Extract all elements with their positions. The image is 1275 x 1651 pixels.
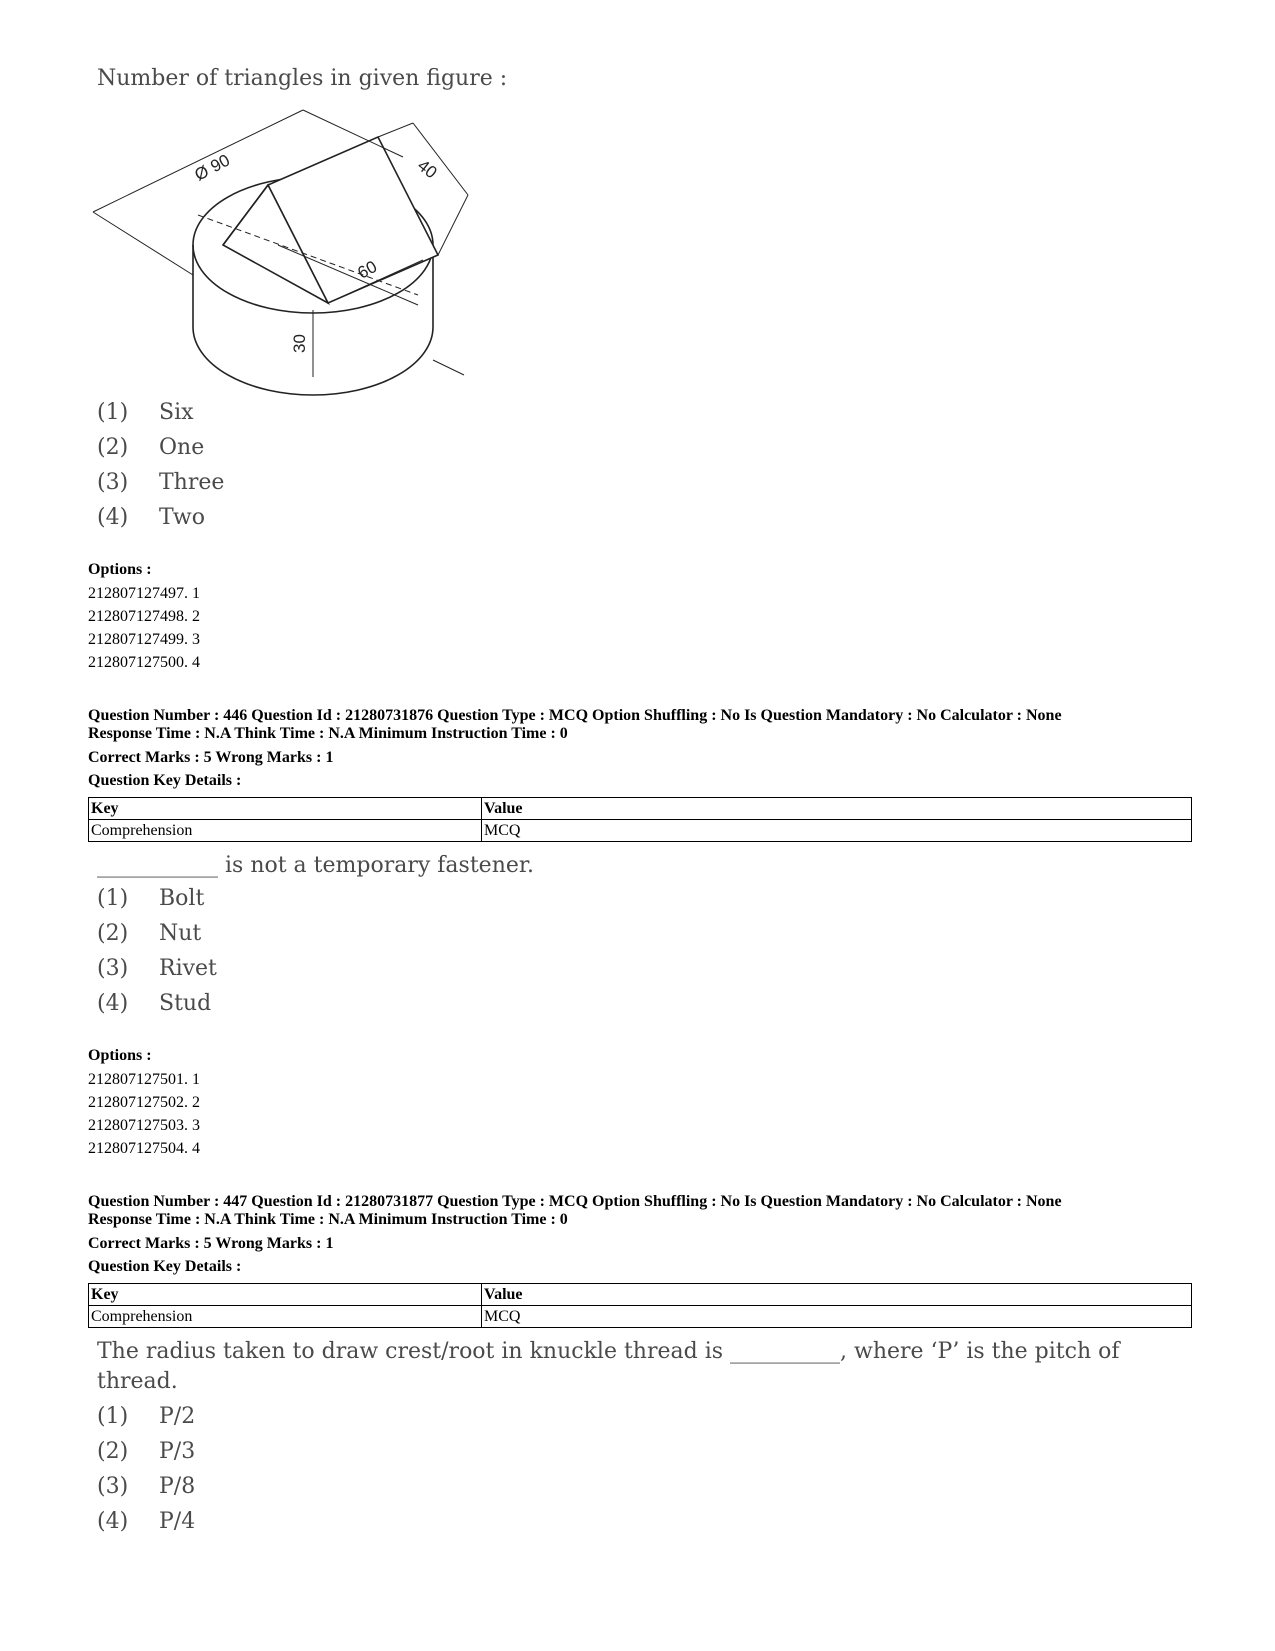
table-cell-key: Comprehension bbox=[89, 820, 482, 842]
table-header-value: Value bbox=[482, 798, 1192, 820]
question-marks: Correct Marks : 5 Wrong Marks : 1 bbox=[88, 749, 334, 766]
key-details-table bbox=[88, 797, 1192, 842]
key-details-label: Question Key Details : bbox=[88, 772, 242, 789]
question-text: Number of triangles in given figure : bbox=[97, 66, 508, 91]
question-text: The radius taken to draw crest/root in knuckle thread is __________, where ‘P’ is the pitch of bbox=[97, 1339, 1120, 1364]
key-details-label: Question Key Details : bbox=[88, 1258, 242, 1275]
choice-4: (4) P/4 bbox=[97, 1509, 196, 1534]
option-id: 212807127500. 4 bbox=[88, 654, 200, 671]
choice-2: (2) P/3 bbox=[97, 1439, 196, 1464]
table-cell-value: MCQ bbox=[482, 820, 1192, 842]
question-marks: Correct Marks : 5 Wrong Marks : 1 bbox=[88, 1235, 334, 1252]
question-text-continued: thread. bbox=[97, 1369, 178, 1394]
option-id: 212807127498. 2 bbox=[88, 608, 200, 625]
choice-4: (4) Stud bbox=[97, 991, 212, 1016]
question-meta: Question Number : 447 Question Id : 21280731877 Question Type : MCQ Option Shuffling : No Is Question Mandatory : No Calculator : None bbox=[88, 1193, 1062, 1210]
dimension-label-diameter: Ø 90 bbox=[191, 150, 233, 185]
table-header-key: Key bbox=[89, 798, 482, 820]
question-meta: Question Number : 446 Question Id : 21280731876 Question Type : MCQ Option Shuffling : No Is Question Mandatory : No Calculator : None bbox=[88, 707, 1062, 724]
choice-1: (1) P/2 bbox=[97, 1404, 196, 1429]
choice-1: (1) Bolt bbox=[97, 886, 205, 911]
key-details-table bbox=[88, 1283, 1192, 1328]
options-label: Options : bbox=[88, 561, 152, 578]
options-label: Options : bbox=[88, 1047, 152, 1064]
table-cell-value: MCQ bbox=[482, 1306, 1192, 1328]
question-timing: Response Time : N.A Think Time : N.A Minimum Instruction Time : 0 bbox=[88, 1211, 568, 1228]
choice-2: (2) Nut bbox=[97, 921, 202, 946]
choice-3: (3) Rivet bbox=[97, 956, 217, 981]
option-id: 212807127504. 4 bbox=[88, 1140, 200, 1157]
dimension-label-height: 30 bbox=[290, 334, 309, 353]
dimension-label-length: 60 bbox=[354, 256, 381, 283]
choice-4: (4) Two bbox=[97, 505, 205, 530]
option-id: 212807127497. 1 bbox=[88, 585, 200, 602]
choice-3: (3) Three bbox=[97, 470, 225, 495]
question-text: ___________ is not a temporary fastener. bbox=[97, 853, 534, 878]
option-id: 212807127501. 1 bbox=[88, 1071, 200, 1088]
question-timing: Response Time : N.A Think Time : N.A Minimum Instruction Time : 0 bbox=[88, 725, 568, 742]
dimension-label-width: 40 bbox=[413, 155, 441, 183]
option-id: 212807127499. 3 bbox=[88, 631, 200, 648]
table-cell-key: Comprehension bbox=[89, 1306, 482, 1328]
option-id: 212807127502. 2 bbox=[88, 1094, 200, 1111]
choice-2: (2) One bbox=[97, 435, 205, 460]
choice-3: (3) P/8 bbox=[97, 1474, 196, 1499]
table-header-value: Value bbox=[482, 1284, 1192, 1306]
isometric-figure bbox=[88, 105, 498, 405]
table-header-key: Key bbox=[89, 1284, 482, 1306]
choice-1: (1) Six bbox=[97, 400, 194, 425]
option-id: 212807127503. 3 bbox=[88, 1117, 200, 1134]
